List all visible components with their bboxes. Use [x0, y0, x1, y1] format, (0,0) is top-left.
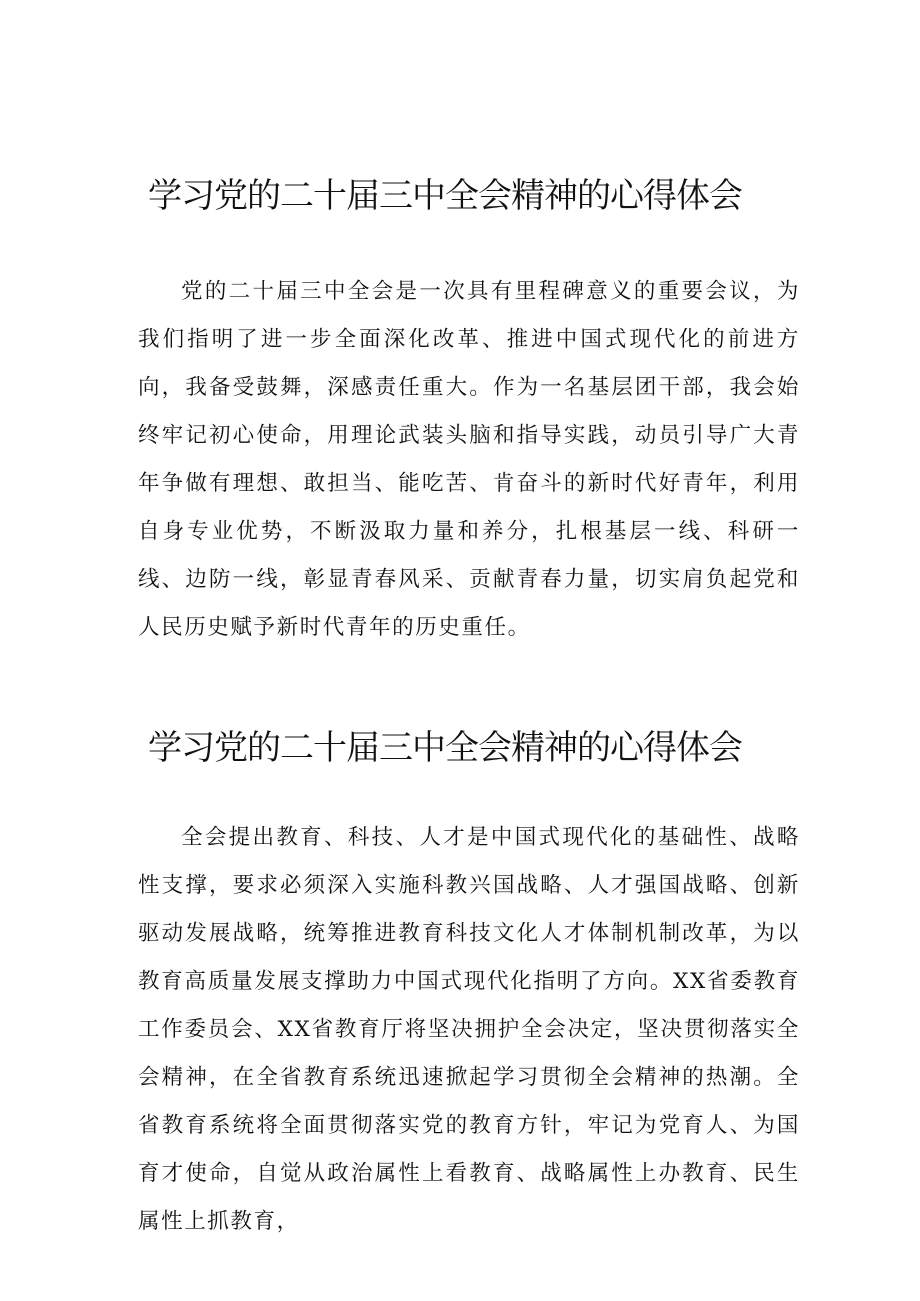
article-section-1	[0, 168, 920, 640]
article-title-1: 学习党的二十届三中全会精神的心得体会	[148, 176, 742, 216]
article-paragraph-2: 全会提出教育、科技、人才是中国式现代化的基础性、战略性支撑，要求必须深入实施科教兴国战略、人才强国战略、创新驱动发展战略，统筹推进教育科技文化人才体制机制改革，为以教育高质量发展支撑助力中国式现代化指明了方向。XX省委教育工作委员会、XX省教育厅将坚决拥护全会决定，坚决贯彻落实全会精神，在全省教育系统迅速掀起学习贯彻全会精神的热潮。全省教育系统将全面贯彻落实党的教育方针，牢记为党育人、为国育才使命，自觉从政治属性上看教育、战略属性上办教育、民生属性上抓教育，	[138, 825, 800, 1234]
article-title-2: 学习党的二十届三中全会精神的心得体会	[148, 728, 742, 768]
article-paragraph-1: 党的二十届三中全会是一次具有里程碑意义的重要会议，为我们指明了进一步全面深化改革、推进中国式现代化的前进方向，我备受鼓舞，深感责任重大。作为一名基层团干部，我会始终牢记初心使命，用理论武装头脑和指导实践，动员引导广大青年争做有理想、敢担当、能吃苦、肯奋斗的新时代好青年，利用自身专业优势，不断汲取力量和养分，扎根基层一线、科研一线、边防一线，彰显青春风采、贡献青春力量，切实肩负起党和人民历史赋予新时代青年的历史重任。	[138, 279, 800, 640]
article-section-2	[0, 720, 920, 1234]
